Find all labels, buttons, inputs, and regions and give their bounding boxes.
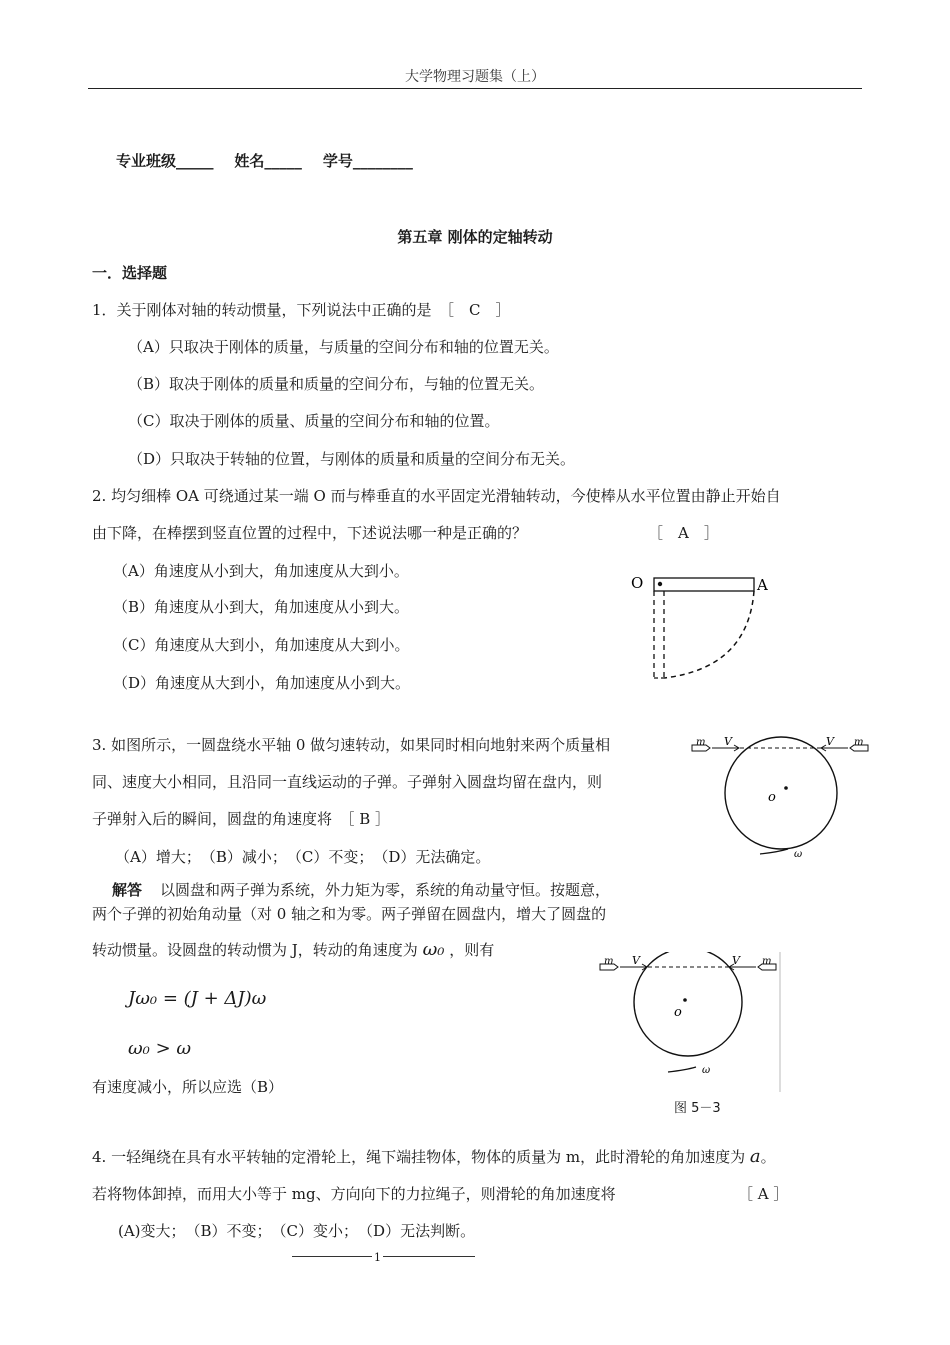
q3-solution-figure: [596, 952, 784, 1092]
q3-inequality: ω₀ > ω: [128, 1038, 192, 1059]
q3-stem-line3: 子弹射入后的瞬间，圆盘的角速度将 ［ B ］: [92, 810, 391, 828]
q3-solution-line1: [92, 880, 610, 900]
q3-velocity-left-label: V: [724, 735, 732, 748]
q3-stem-line1: 3. 如图所示，一圆盘绕水平轴 0 做匀速转动，如果同时相向地射来两个质量相: [92, 736, 611, 754]
fig53-axis-label: o: [674, 1005, 682, 1020]
q3-conclusion: 有速度减小，所以应选（B）: [92, 1078, 284, 1096]
q3-rotation-arrow: [760, 849, 788, 854]
q2-label-o: O: [631, 574, 644, 592]
q4-answer: ［ A ］: [738, 1185, 789, 1203]
name-field-label: 姓名_____: [234, 152, 302, 170]
fig53-axis-dot: [683, 998, 687, 1002]
q2-option-d: （D）角速度从大到小，角加速度从小到大。: [113, 674, 411, 692]
q2-option-a: （A）角速度从小到大，角加速度从大到小。: [113, 562, 409, 580]
class-field-label: 专业班级_____: [116, 152, 214, 170]
fig53-omega-label: ω: [702, 1065, 711, 1076]
section-title: 一．选择题: [92, 264, 168, 282]
q2-stem-line1: 2. 均匀细棒 OA 可绕通过某一端 O 而与棒垂直的水平固定光滑轴转动，今使棒从水平位置由静止开始自: [92, 487, 781, 505]
q4-stem-text1-end: 。: [760, 1148, 776, 1166]
q3-solution-text3: 转动惯量。设圆盘的转动惯为 J，转动的角速度为: [92, 941, 418, 959]
q3-velocity-right-label: V: [826, 735, 834, 748]
q3-mass-right-label: m: [854, 737, 864, 748]
fig53-mass-right-label: m: [762, 956, 772, 967]
q4-stem-text1: 4. 一轻绳绕在具有水平转轴的定滑轮上，绳下端挂物体，物体的质量为 m，此时滑轮的角加速度为: [92, 1148, 746, 1166]
q2-rod-figure: [626, 568, 776, 686]
q2-pivot-dot: [658, 582, 662, 586]
q3-solution-line3: [92, 940, 494, 960]
header-rule: [88, 88, 862, 89]
q4-stem-line2: 若将物体卸掉，而用大小等于 mg、方向向下的力拉绳子，则滑轮的角加速度将: [92, 1185, 616, 1203]
q3-solution-label: 解答: [111, 881, 142, 899]
q3-axis-dot: [784, 786, 788, 790]
q2-stem-line2: 由下降，在棒摆到竖直位置的过程中，下述说法哪一种是正确的？: [92, 524, 528, 542]
fig53-disk: [634, 952, 742, 1056]
q3-omega-label: ω: [794, 849, 803, 860]
q4-stem-line1: [92, 1147, 776, 1167]
q3-equation: Jω₀ = (J + ΔJ)ω: [128, 988, 267, 1009]
q1-stem: 1．关于刚体对轴的转动惯量，下列说法中正确的是 ［ C ］: [92, 301, 511, 319]
page-footer: [292, 1246, 475, 1265]
fig53-mass-left-label: m: [604, 956, 614, 967]
q2-option-b: （B）角速度从小到大，角加速度从小到大。: [113, 598, 410, 616]
q4-a-symbol: a: [749, 1146, 761, 1167]
q3-disk: [725, 737, 837, 849]
q3-solution-text3-end: ，则有: [449, 941, 495, 959]
q3-disk-figure: [688, 733, 872, 861]
q3-solution-text1: 以圆盘和两子弹为系统，外力矩为零，系统的角动量守恒。按题意，: [160, 881, 611, 899]
q2-swing-arc: [664, 591, 754, 678]
q2-label-a: A: [757, 576, 768, 594]
q3-axis-label: o: [768, 790, 776, 805]
q3-solution-line2: 两个子弹的初始角动量（对 0 轴之和为零。两子弹留在圆盘内，增大了圆盘的: [92, 905, 607, 923]
q1-option-a: （A）只取决于刚体的质量，与质量的空间分布和轴的位置无关。: [128, 338, 559, 356]
q2-rod-horizontal: [654, 578, 754, 591]
footer-line-right: [383, 1256, 475, 1257]
chapter-title: 第五章 刚体的定轴转动: [397, 228, 553, 246]
q3-options: （A）增大； （B）减小； （C）不变； （D）无法确定。: [115, 848, 491, 866]
q2-option-c: （C）角速度从大到小，角加速度从大到小。: [113, 636, 410, 654]
page-header-title: 大学物理习题集（上）: [405, 69, 545, 85]
student-info: [116, 150, 413, 171]
q1-option-c: （C）取决于刚体的质量、质量的空间分布和轴的位置。: [128, 412, 500, 430]
fig53-rotation-arrow: [668, 1067, 696, 1072]
q3-mass-left-label: m: [696, 737, 706, 748]
fig53-caption: 图 5－3: [674, 1101, 721, 1116]
page-number: 1: [374, 1251, 381, 1264]
q4-options: (A)变大； （B）不变； （C）变小； （D）无法判断。: [118, 1222, 476, 1240]
q3-omega0-symbol: ω₀: [422, 939, 445, 960]
id-field-label: 学号________: [322, 152, 413, 170]
fig53-velocity-left-label: V: [632, 954, 640, 967]
footer-line-left: [292, 1256, 372, 1257]
fig53-velocity-right-label: V: [732, 954, 740, 967]
q1-option-d: （D）只取决于转轴的位置，与刚体的质量和质量的空间分布无关。: [128, 450, 576, 468]
q3-stem-line2: 同、速度大小相同，且沿同一直线运动的子弹。子弹射入圆盘均留在盘内，则: [92, 773, 603, 791]
q1-option-b: （B）取决于刚体的质量和质量的空间分布，与轴的位置无关。: [128, 375, 545, 393]
q2-answer: ［ A ］: [648, 524, 719, 542]
